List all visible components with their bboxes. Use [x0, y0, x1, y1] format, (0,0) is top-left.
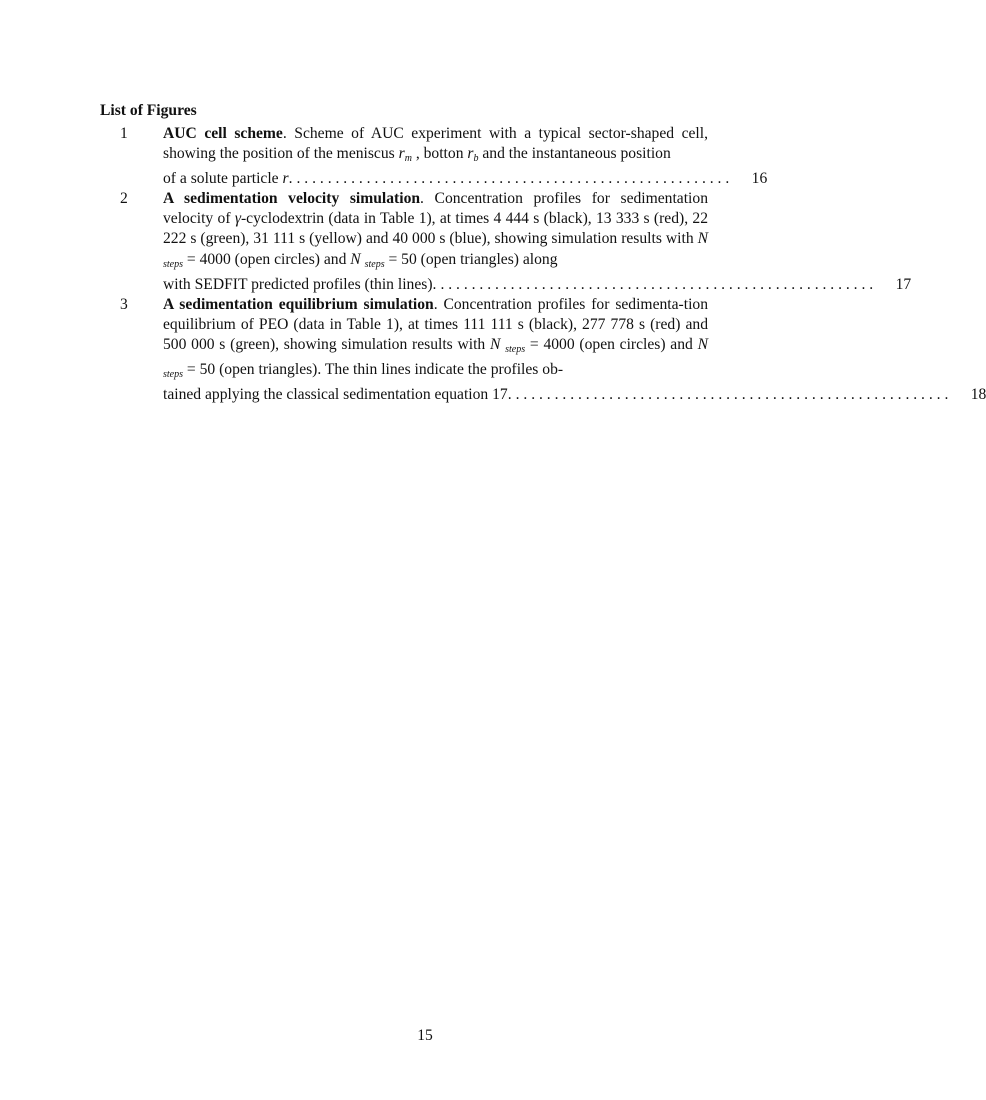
figure-title: A sedimentation equilibrium simulation	[163, 295, 434, 313]
figure-entry-3[interactable]	[100, 295, 986, 405]
figure-title: AUC cell scheme	[163, 125, 283, 142]
figure-page-number[interactable]: 17	[895, 275, 912, 293]
figure-caption: AUC cell scheme. Scheme of AUC experiment with a typical sector-shaped cell, showing the position of the meniscus $r_m$ , botton $r_b$ and the instantaneous position	[163, 125, 708, 165]
figure-number: 3	[120, 295, 128, 313]
figure-list	[100, 124, 986, 405]
leader-dots: . . . . . . . . . . . . . . . . . . . . . . . . . . . . . . . . . . . . . . . . . . . . . . . . . . . . . . . .	[515, 386, 949, 404]
leader-dots: . . . . . . . . . . . . . . . . . . . . . . . . . . . . . . . . . . . . . . . . . . . . . . . . . . . . . . . .	[296, 170, 730, 188]
figure-caption: A sedimentation equilibrium simulation. Concentration profiles for sedimenta-tion equilibrium of PEO (data in Table 1), at times 111 111 s (black), 277 778 s (red) and 500 000 s (green), showing simulation results with N $_{steps}$ = 4000 (open circles) and N $_{steps}$ = 50 (open triangles). The thin lines indicate the profiles ob-	[163, 295, 708, 381]
page-number: 15	[417, 1027, 433, 1044]
figure-number: 2	[120, 190, 128, 208]
figure-title: A sedimentation velocity simulation	[163, 190, 421, 208]
figure-entry-2[interactable]	[100, 189, 912, 294]
list-of-figures-heading: List of Figures	[100, 102, 197, 119]
leader-dots: . . . . . . . . . . . . . . . . . . . . . . . . . . . . . . . . . . . . . . . . . . . . . . . . . . . . . . . .	[440, 275, 874, 293]
figure-caption-last-line: of a solute particle r. . . . . . . . . . . . . . . . . . . . . . . . . . . . . . . . . . . . . . . . . . . . . . . . . . . . . . . . . 16	[163, 169, 751, 189]
figure-page-number[interactable]: 18	[970, 386, 986, 404]
figure-number: 1	[120, 125, 128, 142]
figure-caption-last-line: tained applying the classical sedimentation equation 17. . . . . . . . . . . . . . . . . . . . . . . . . . . . . . . . . . . . . . . . . . . . . . . . . . . . . . . . . 18	[163, 385, 751, 405]
figure-entry-1[interactable]	[100, 124, 768, 189]
figure-caption: A sedimentation velocity simulation. Concentration profiles for sedimentation velocity of γ-cyclodextrin (data in Table 1), at times 4 444 s (black), 13 333 s (red), 22 222 s (green), 31 111 s (yellow) and 40 000 s (blue), showing simulation results with N $_{steps}$ = 4000 (open circles) and N $_{steps}$ = 50 (open triangles) along	[163, 190, 708, 270]
figure-caption-last-line: with SEDFIT predicted profiles (thin lines). . . . . . . . . . . . . . . . . . . . . . . . . . . . . . . . . . . . . . . . . . . . . . . . . . . . . . . . . 17	[163, 275, 751, 295]
figure-page-number[interactable]: 16	[751, 170, 768, 188]
